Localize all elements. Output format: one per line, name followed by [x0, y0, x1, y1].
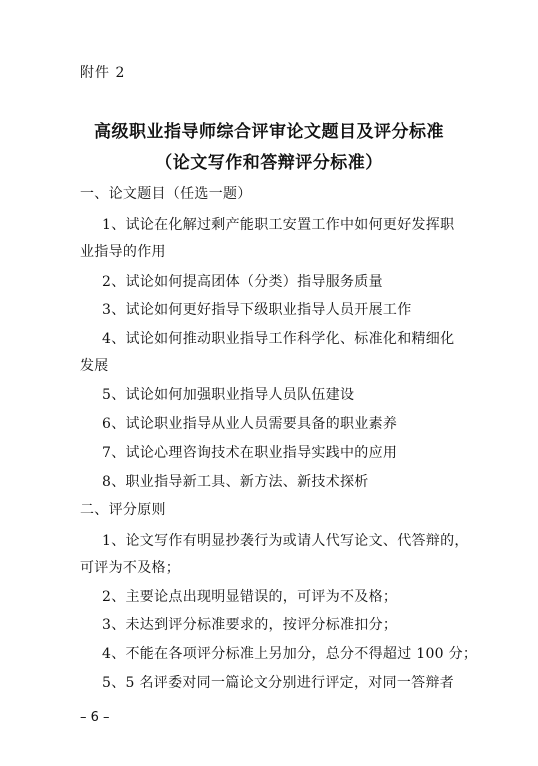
topic-item-1-continued: 业指导的作用	[80, 244, 166, 260]
principle-item-1: 1、论文写作有明显抄袭行为或请人代写论文、代答辩的，	[102, 533, 469, 549]
principle-item-1-continued: 可评为不及格；	[80, 560, 181, 576]
topic-item-8: 8、职业指导新工具、新方法、新技术探析	[102, 474, 369, 490]
principle-item-5: 5、5 名评委对同一篇论文分别进行评定，对同一答辩者	[102, 675, 455, 691]
topic-item-1: 1、试论在化解过剩产能职工安置工作中如何更好发挥职	[102, 217, 455, 233]
principle-item-3: 3、未达到评分标准要求的，按评分标准扣分；	[102, 617, 398, 633]
topic-item-4-continued: 发展	[80, 358, 109, 374]
topic-item-2: 2、试论如何提高团体（分类）指导服务质量	[102, 274, 383, 290]
section-heading-principles: 二、评分原则	[80, 502, 166, 518]
topic-item-4: 4、试论如何推动职业指导工作科学化、标准化和精细化	[102, 331, 455, 347]
principle-item-4: 4、不能在各项评分标准上另加分，总分不得超过 100 分；	[102, 646, 478, 662]
document-subtitle: （论文写作和答辩评分标准）	[155, 153, 383, 173]
principle-item-2: 2、主要论点出现明显错误的，可评为不及格；	[102, 589, 398, 605]
attachment-label: 附件 2	[80, 65, 126, 81]
topic-item-6: 6、试论职业指导从业人员需要具备的职业素养	[102, 416, 398, 432]
topic-item-5: 5、试论如何加强职业指导人员队伍建设	[102, 387, 355, 403]
topic-item-7: 7、试论心理咨询技术在职业指导实践中的应用	[102, 445, 398, 461]
page-number: – 6 –	[80, 710, 110, 725]
section-heading-topics: 一、论文题目（任选一题）	[80, 186, 252, 202]
topic-item-3: 3、试论如何更好指导下级职业指导人员开展工作	[102, 302, 412, 318]
document-title: 高级职业指导师综合评审论文题目及评分标准	[94, 122, 444, 142]
